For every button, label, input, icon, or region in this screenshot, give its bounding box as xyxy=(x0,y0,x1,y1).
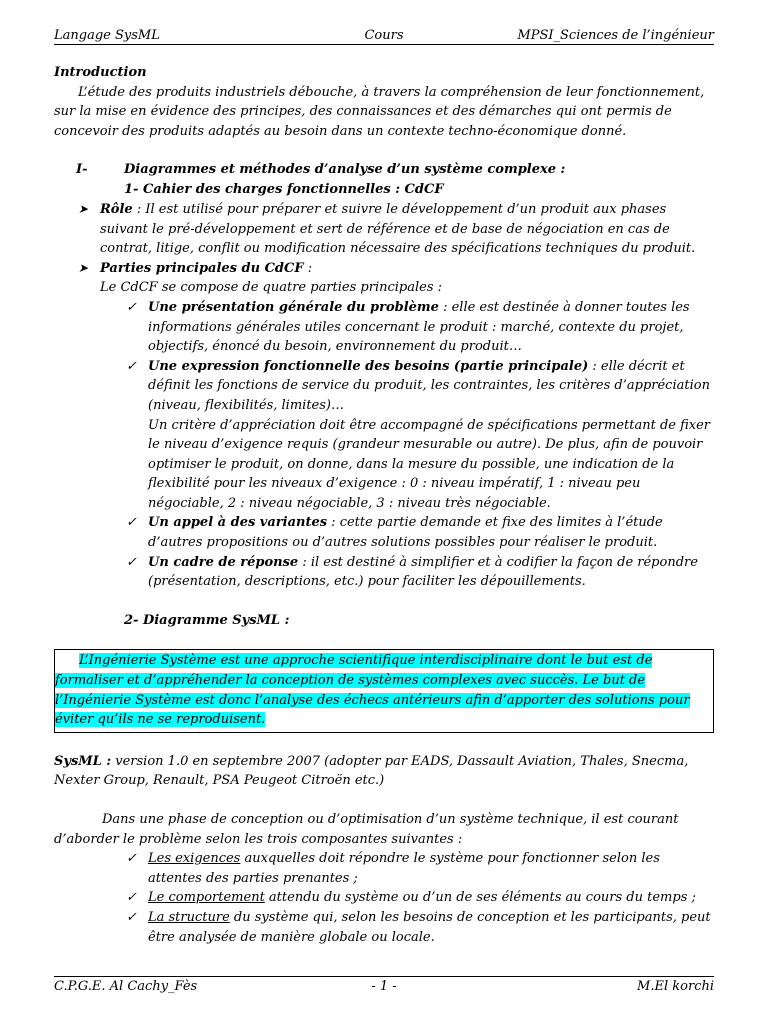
list-item xyxy=(54,888,714,908)
item-text: attendu du système ou d’un de ses éléments au cours du temps ; xyxy=(264,890,696,906)
item-underlined: La structure xyxy=(148,909,230,925)
section-title: Diagrammes et méthodes d’analyse d’un système complexe : xyxy=(124,162,566,178)
intro-text: L’étude des produits industriels débouche, à travers la compréhension de leur fonctionnement, sur la mise en évidence des principes, des connaissances et des démarches qui ont permis de concevoir des produits adaptés au besoin dans un contexte techno-économique donné. xyxy=(54,84,705,139)
parties-suffix: : xyxy=(303,260,313,276)
conception-paragraph: Dans une phase de conception ou d’optimisation d’un système technique, il est courant d’aborder le problème selon les trois composantes suivantes : xyxy=(54,812,679,847)
role-paragraph xyxy=(54,200,714,259)
item-underlined: Le comportement xyxy=(148,890,265,906)
header-center: Cours xyxy=(364,28,404,43)
page-header xyxy=(54,28,714,45)
parties-label: Parties principales du CdCF xyxy=(100,260,304,276)
list-item xyxy=(54,357,714,416)
section-heading xyxy=(54,160,714,180)
arrow-bullet-icon: ➤ xyxy=(78,260,89,275)
subsection-cdcf: 1- Cahier des charges fonctionnelles : CdCF xyxy=(124,182,444,198)
list-item xyxy=(54,908,714,947)
sysml-label: SysML : xyxy=(54,753,112,769)
list-item xyxy=(54,849,714,888)
role-label: Rôle xyxy=(100,201,133,217)
item-text: auxquelles doit répondre le système pour fonctionner selon les attentes des parties prenantes ; xyxy=(148,851,660,886)
parties-heading xyxy=(54,259,714,279)
sysml-paragraph xyxy=(54,752,714,791)
item-text: : elle décrit et définit les fonctions de service du produit, les contraintes, les critères d’appréciation (niveau, flexibilités, limites)… xyxy=(148,358,710,413)
definition-box xyxy=(54,649,714,732)
page-number: - 1 - xyxy=(371,979,397,994)
parties-lead: Le CdCF se compose de quatre parties principales : xyxy=(100,280,443,296)
item-bold: Un appel à des variantes xyxy=(148,515,328,531)
item-bold: Un cadre de réponse xyxy=(148,554,299,570)
footer-right: M.El korchi xyxy=(637,979,714,994)
arrow-bullet-icon: ➤ xyxy=(78,201,89,216)
item-bold: Une présentation générale du problème xyxy=(148,299,439,315)
item-text: : cette partie demande et fixe des limites à l’étude d’autres propositions ou d’autres solutions possibles pour réaliser le produit. xyxy=(148,515,663,551)
check-icon: ✓ xyxy=(126,851,137,867)
intro-title: Introduction xyxy=(54,65,147,80)
subsection-sysml: 2- Diagramme SysML : xyxy=(124,612,290,628)
item-text: du système qui, selon les besoins de conception et les participants, peut être analysée de manière globale ou locale. xyxy=(148,909,711,945)
check-icon: ✓ xyxy=(126,554,137,570)
item-text: : elle est destinée à donner toutes les informations générales utiles concernant le produit : marché, contexte du projet, objectifs, énoncé du besoin, environnement du produit… xyxy=(148,299,690,355)
item-text: : il est destiné à simplifier et à codifier la façon de répondre (présentation, descriptions, etc.) pour faciliter les dépouillements. xyxy=(148,554,698,590)
sysml-text: version 1.0 en septembre 2007 (adopter par EADS, Dassault Aviation, Thales, Snecma, Nexter Group, Renault, PSA Peugeot Citroën etc.) xyxy=(54,753,689,789)
highlighted-definition: L’Ingénierie Système est une approche scientifique interdisciplinaire dont le but est de formaliser et d’appréhender la conception de systèmes complexes avec succès. Le but de l’Ingénierie Système est donc l’analyse des échecs antérieurs afin d’apporter des solutions pour éviter qu’ils ne se reproduisent. xyxy=(55,653,690,728)
check-icon: ✓ xyxy=(126,909,137,925)
check-icon: ✓ xyxy=(126,358,137,374)
list-item xyxy=(54,298,714,357)
list-item xyxy=(54,553,714,592)
header-left: Langage SysML xyxy=(54,28,160,43)
item-underlined: Les exigences xyxy=(148,851,241,867)
item-bold: Une expression fonctionnelle des besoins (partie principale) xyxy=(148,358,589,374)
role-text: : Il est utilisé pour préparer et suivre le développement d’un produit aux phases suivant le pré-développement et sert de référence et de base de négociation en cas de contrat, litige, conflit ou modification nécessaire des spécifications techniques du produit. xyxy=(100,201,696,257)
check-icon: ✓ xyxy=(126,515,137,531)
list-item xyxy=(54,513,714,552)
header-right: MPSI_Sciences de l’ingénieur xyxy=(517,28,714,43)
check-icon: ✓ xyxy=(126,890,137,906)
critere-paragraph: Un critère d’appréciation doit être accompagné de spécifications permettant de fixer le niveau d’exigence requis (grandeur mesurable ou autre). De plus, afin de pouvoir optimiser le produit, on donne, dans la mesure du possible, une indication de la flexibilité pour les niveaux d’exigence : 0 : niveau impératif, 1 : niveau peu négociable, 2 : niveau négociable, 3 : niveau très négociable. xyxy=(148,417,711,511)
document-body xyxy=(54,63,714,947)
check-icon: ✓ xyxy=(126,299,137,315)
page-footer xyxy=(54,976,714,996)
footer-left: C.P.G.E. Al Cachy_Fès xyxy=(54,979,198,994)
section-number: I- xyxy=(76,162,88,178)
